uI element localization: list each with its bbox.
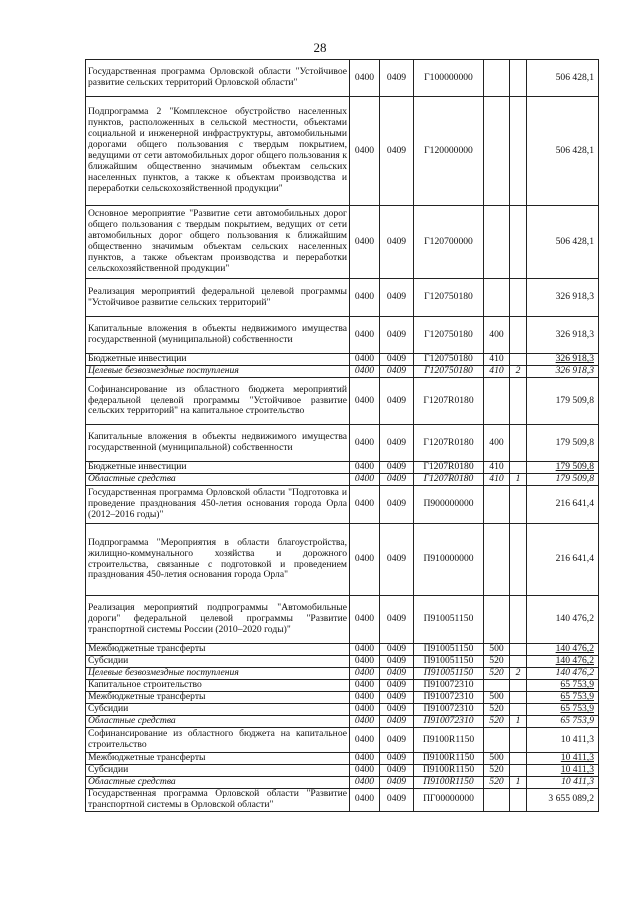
section-code-cell: 0400 [350, 789, 380, 812]
amount-cell: 326 918,3 [527, 354, 599, 366]
funding-source-cell [510, 656, 527, 668]
row-name-cell: Основное мероприятие "Развитие сети автомобильных дорог общего пользования с твердым покрытием, ведущих от сети автомобильных дорог общего пользования к ближайшим общественно значимым объектам сельских населенных пунктов, а также объектам производства и переработки сельскохозяйственной продукции" [86, 206, 350, 279]
subsection-code-cell: 0409 [380, 279, 414, 317]
section-code-cell: 0400 [350, 716, 380, 728]
table-row [86, 425, 599, 462]
target-article-cell: Г120700000 [414, 206, 484, 279]
table-row [86, 97, 599, 206]
section-code-cell: 0400 [350, 366, 380, 378]
section-code-cell: 0400 [350, 378, 380, 425]
subsection-code-cell: 0409 [380, 656, 414, 668]
table-row [86, 596, 599, 644]
funding-source-cell [510, 60, 527, 97]
target-article-cell: П9100R1150 [414, 777, 484, 789]
funding-source-cell [510, 378, 527, 425]
table-row [86, 728, 599, 753]
target-article-cell: Г1207R0180 [414, 474, 484, 486]
amount-cell: 179 509,8 [527, 425, 599, 462]
table-row [86, 753, 599, 765]
subsection-code-cell: 0409 [380, 680, 414, 692]
table-row [86, 354, 599, 366]
row-name-cell: Субсидии [86, 765, 350, 777]
expense-type-cell: 500 [484, 753, 510, 765]
funding-source-cell [510, 524, 527, 596]
budget-table [85, 59, 599, 812]
subsection-code-cell: 0409 [380, 425, 414, 462]
amount-cell: 216 641,4 [527, 524, 599, 596]
row-name-cell: Бюджетные инвестиции [86, 462, 350, 474]
table-row [86, 206, 599, 279]
section-code-cell: 0400 [350, 462, 380, 474]
target-article-cell: П910051150 [414, 596, 484, 644]
target-article-cell: Г1207R0180 [414, 378, 484, 425]
expense-type-cell [484, 789, 510, 812]
row-name-cell: Областные средства [86, 716, 350, 728]
target-article-cell: Г120750180 [414, 354, 484, 366]
section-code-cell: 0400 [350, 668, 380, 680]
funding-source-cell [510, 728, 527, 753]
section-code-cell: 0400 [350, 425, 380, 462]
section-code-cell: 0400 [350, 656, 380, 668]
row-name-cell: Межбюджетные трансферты [86, 692, 350, 704]
row-name-cell: Капитальные вложения в объекты недвижимого имущества государственной (муниципальной) собственности [86, 425, 350, 462]
target-article-cell: П910000000 [414, 524, 484, 596]
table-row [86, 680, 599, 692]
subsection-code-cell: 0409 [380, 317, 414, 354]
amount-cell: 10 411,3 [527, 765, 599, 777]
funding-source-cell [510, 354, 527, 366]
funding-source-cell [510, 680, 527, 692]
table-row [86, 644, 599, 656]
funding-source-cell: 2 [510, 366, 527, 378]
target-article-cell: Г1207R0180 [414, 462, 484, 474]
table-row [86, 366, 599, 378]
expense-type-cell: 400 [484, 317, 510, 354]
funding-source-cell [510, 97, 527, 206]
table-row [86, 279, 599, 317]
target-article-cell: ПГ00000000 [414, 789, 484, 812]
expense-type-cell [484, 728, 510, 753]
table-row [86, 524, 599, 596]
row-name-cell: Областные средства [86, 777, 350, 789]
funding-source-cell: 2 [510, 668, 527, 680]
section-code-cell: 0400 [350, 692, 380, 704]
amount-cell: 3 655 089,2 [527, 789, 599, 812]
expense-type-cell [484, 97, 510, 206]
amount-cell: 506 428,1 [527, 97, 599, 206]
table-row [86, 777, 599, 789]
amount-cell: 140 476,2 [527, 596, 599, 644]
expense-type-cell: 520 [484, 704, 510, 716]
target-article-cell: П910072310 [414, 680, 484, 692]
row-name-cell: Государственная программа Орловской области "Развитие транспортной системы в Орловской области" [86, 789, 350, 812]
target-article-cell: П910051150 [414, 656, 484, 668]
expense-type-cell: 410 [484, 366, 510, 378]
table-row [86, 60, 599, 97]
amount-cell: 140 476,2 [527, 668, 599, 680]
row-name-cell: Подпрограмма 2 "Комплексное обустройство населенных пунктов, расположенных в сельской местности, объектами социальной и инженерной инфраструктуры, автомобильными дорогами общего пользования с твердым покрытием, ведущими от сети автомобильных дорог общего пользования к ближайшим общественно значимым объектам сельских населенных пунктов, а также к объектам производства и переработки сельскохозяйственной продукции" [86, 97, 350, 206]
table-row [86, 704, 599, 716]
amount-cell: 65 753,9 [527, 680, 599, 692]
section-code-cell: 0400 [350, 777, 380, 789]
subsection-code-cell: 0409 [380, 366, 414, 378]
table-row [86, 462, 599, 474]
subsection-code-cell: 0409 [380, 206, 414, 279]
row-name-cell: Субсидии [86, 704, 350, 716]
amount-cell: 179 509,8 [527, 474, 599, 486]
table-row [86, 789, 599, 812]
target-article-cell: Г1207R0180 [414, 425, 484, 462]
subsection-code-cell: 0409 [380, 716, 414, 728]
target-article-cell: П910051150 [414, 668, 484, 680]
section-code-cell: 0400 [350, 279, 380, 317]
amount-cell: 506 428,1 [527, 206, 599, 279]
amount-cell: 10 411,3 [527, 777, 599, 789]
target-article-cell: П910072310 [414, 704, 484, 716]
subsection-code-cell: 0409 [380, 765, 414, 777]
subsection-code-cell: 0409 [380, 753, 414, 765]
page-number: 28 [313, 40, 327, 55]
subsection-code-cell: 0409 [380, 378, 414, 425]
funding-source-cell [510, 279, 527, 317]
section-code-cell: 0400 [350, 765, 380, 777]
subsection-code-cell: 0409 [380, 668, 414, 680]
section-code-cell: 0400 [350, 596, 380, 644]
subsection-code-cell: 0409 [380, 692, 414, 704]
target-article-cell: П910051150 [414, 644, 484, 656]
table-row [86, 765, 599, 777]
section-code-cell: 0400 [350, 60, 380, 97]
funding-source-cell [510, 462, 527, 474]
funding-source-cell [510, 206, 527, 279]
funding-source-cell: 1 [510, 474, 527, 486]
expense-type-cell [484, 378, 510, 425]
funding-source-cell [510, 753, 527, 765]
table-row [86, 692, 599, 704]
subsection-code-cell: 0409 [380, 524, 414, 596]
amount-cell: 10 411,3 [527, 728, 599, 753]
target-article-cell: Г100000000 [414, 60, 484, 97]
expense-type-cell: 520 [484, 716, 510, 728]
section-code-cell: 0400 [350, 524, 380, 596]
row-name-cell: Подпрограмма "Мероприятия в области благоустройства, жилищно-коммунального хозяйства и дорожного строительства, связанные с подготовкой и проведением празднования 450-летия основания города Орла" [86, 524, 350, 596]
row-name-cell: Субсидии [86, 656, 350, 668]
expense-type-cell: 520 [484, 656, 510, 668]
amount-cell: 10 411,3 [527, 753, 599, 765]
section-code-cell: 0400 [350, 97, 380, 206]
subsection-code-cell: 0409 [380, 644, 414, 656]
amount-cell: 326 918,3 [527, 366, 599, 378]
row-name-cell: Бюджетные инвестиции [86, 354, 350, 366]
amount-cell: 326 918,3 [527, 279, 599, 317]
subsection-code-cell: 0409 [380, 97, 414, 206]
target-article-cell: Г120750180 [414, 317, 484, 354]
funding-source-cell [510, 486, 527, 524]
target-article-cell: П9100R1150 [414, 765, 484, 777]
row-name-cell: Реализация мероприятий подпрограммы "Автомобильные дороги" федеральной целевой программы "Развитие транспортной системы России (2010–2020 годы)" [86, 596, 350, 644]
expense-type-cell: 520 [484, 777, 510, 789]
row-name-cell: Государственная программа Орловской области "Подготовка и проведение празднования 450-летия основания города Орла (2012–2016 годы)" [86, 486, 350, 524]
subsection-code-cell: 0409 [380, 354, 414, 366]
row-name-cell: Межбюджетные трансферты [86, 753, 350, 765]
expense-type-cell: 410 [484, 354, 510, 366]
subsection-code-cell: 0409 [380, 462, 414, 474]
section-code-cell: 0400 [350, 317, 380, 354]
amount-cell: 140 476,2 [527, 644, 599, 656]
expense-type-cell [484, 60, 510, 97]
table-row [86, 486, 599, 524]
row-name-cell: Софинансирование из областного бюджета мероприятий федеральной целевой программы "Устойчивое развитие сельских территорий" на капитальное строительство [86, 378, 350, 425]
funding-source-cell: 1 [510, 716, 527, 728]
target-article-cell: Г120000000 [414, 97, 484, 206]
section-code-cell: 0400 [350, 704, 380, 716]
expense-type-cell: 410 [484, 462, 510, 474]
target-article-cell: П910072310 [414, 692, 484, 704]
expense-type-cell [484, 680, 510, 692]
funding-source-cell [510, 765, 527, 777]
subsection-code-cell: 0409 [380, 704, 414, 716]
table-row [86, 656, 599, 668]
target-article-cell: П9100R1150 [414, 753, 484, 765]
row-name-cell: Реализация мероприятий федеральной целевой программы "Устойчивое развитие сельских территорий" [86, 279, 350, 317]
row-name-cell: Областные средства [86, 474, 350, 486]
funding-source-cell [510, 317, 527, 354]
subsection-code-cell: 0409 [380, 596, 414, 644]
section-code-cell: 0400 [350, 486, 380, 524]
expense-type-cell [484, 596, 510, 644]
section-code-cell: 0400 [350, 354, 380, 366]
funding-source-cell: 1 [510, 777, 527, 789]
section-code-cell: 0400 [350, 680, 380, 692]
amount-cell: 140 476,2 [527, 656, 599, 668]
target-article-cell: П900000000 [414, 486, 484, 524]
target-article-cell: П9100R1150 [414, 728, 484, 753]
expense-type-cell: 520 [484, 668, 510, 680]
section-code-cell: 0400 [350, 644, 380, 656]
amount-cell: 506 428,1 [527, 60, 599, 97]
amount-cell: 65 753,9 [527, 704, 599, 716]
funding-source-cell [510, 596, 527, 644]
subsection-code-cell: 0409 [380, 60, 414, 97]
amount-cell: 179 509,8 [527, 378, 599, 425]
row-name-cell: Целевые безвозмездные поступления [86, 366, 350, 378]
subsection-code-cell: 0409 [380, 474, 414, 486]
row-name-cell: Капитальное строительство [86, 680, 350, 692]
expense-type-cell: 500 [484, 692, 510, 704]
expense-type-cell: 400 [484, 425, 510, 462]
table-row [86, 716, 599, 728]
table-row [86, 668, 599, 680]
expense-type-cell: 520 [484, 765, 510, 777]
amount-cell: 326 918,3 [527, 317, 599, 354]
amount-cell: 216 641,4 [527, 486, 599, 524]
table-row [86, 317, 599, 354]
funding-source-cell [510, 692, 527, 704]
funding-source-cell [510, 704, 527, 716]
row-name-cell: Капитальные вложения в объекты недвижимого имущества государственной (муниципальной) собственности [86, 317, 350, 354]
row-name-cell: Целевые безвозмездные поступления [86, 668, 350, 680]
expense-type-cell: 500 [484, 644, 510, 656]
funding-source-cell [510, 789, 527, 812]
subsection-code-cell: 0409 [380, 777, 414, 789]
row-name-cell: Софинансирование из областного бюджета на капитальное строительство [86, 728, 350, 753]
subsection-code-cell: 0409 [380, 728, 414, 753]
subsection-code-cell: 0409 [380, 486, 414, 524]
funding-source-cell [510, 644, 527, 656]
section-code-cell: 0400 [350, 206, 380, 279]
section-code-cell: 0400 [350, 728, 380, 753]
table-row [86, 378, 599, 425]
row-name-cell: Государственная программа Орловской области "Устойчивое развитие сельских территорий Орловской области" [86, 60, 350, 97]
table-row [86, 474, 599, 486]
expense-type-cell: 410 [484, 474, 510, 486]
target-article-cell: Г120750180 [414, 279, 484, 317]
target-article-cell: Г120750180 [414, 366, 484, 378]
amount-cell: 65 753,9 [527, 692, 599, 704]
amount-cell: 179 509,8 [527, 462, 599, 474]
amount-cell: 65 753,9 [527, 716, 599, 728]
row-name-cell: Межбюджетные трансферты [86, 644, 350, 656]
target-article-cell: П910072310 [414, 716, 484, 728]
expense-type-cell [484, 486, 510, 524]
subsection-code-cell: 0409 [380, 789, 414, 812]
section-code-cell: 0400 [350, 474, 380, 486]
funding-source-cell [510, 425, 527, 462]
expense-type-cell [484, 279, 510, 317]
expense-type-cell [484, 206, 510, 279]
expense-type-cell [484, 524, 510, 596]
section-code-cell: 0400 [350, 753, 380, 765]
